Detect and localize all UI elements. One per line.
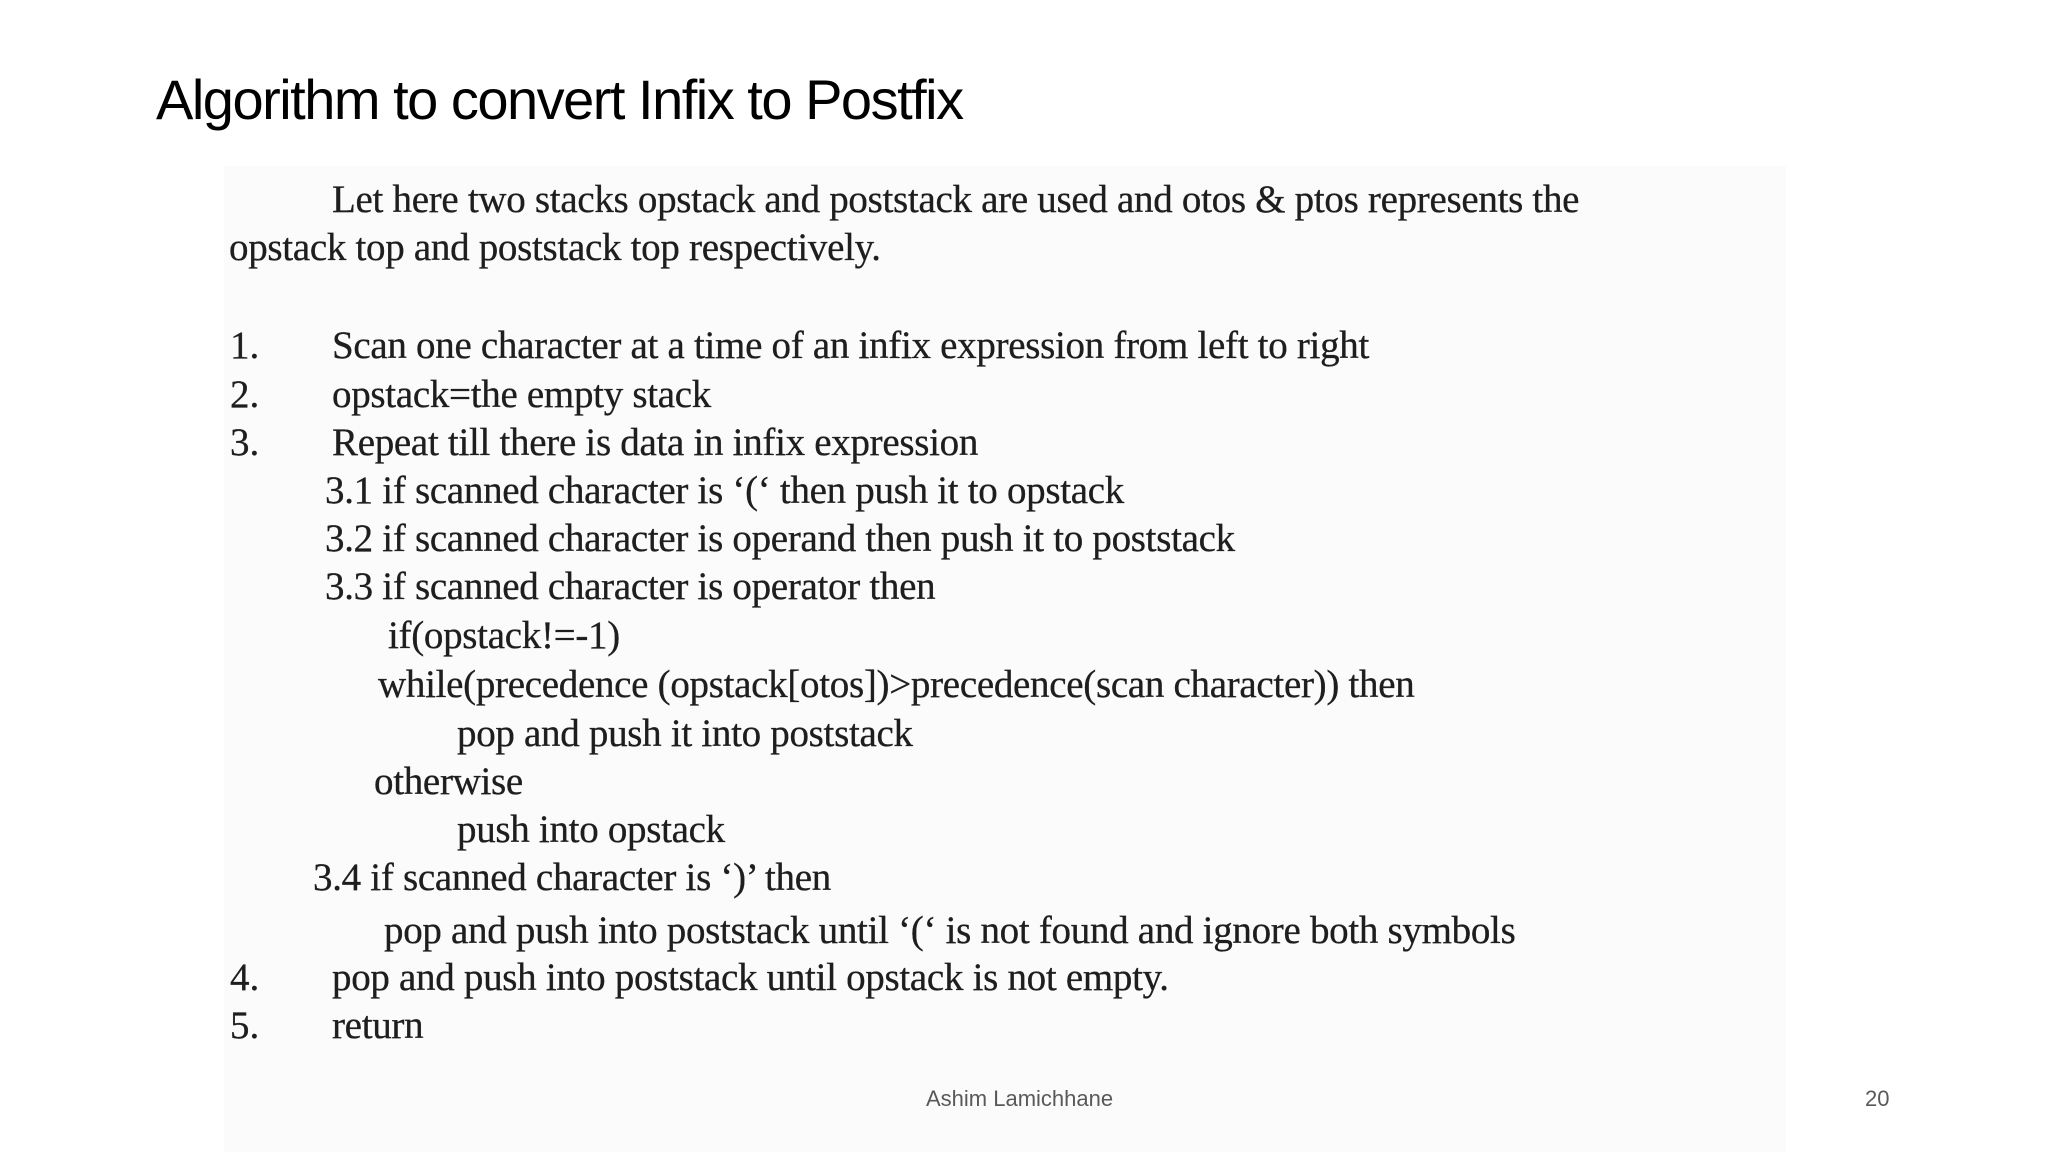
step-5-text: return [332, 1004, 424, 1047]
substep-3-3-push: push into opstack [457, 808, 725, 851]
step-5-number: 5. [230, 1004, 260, 1047]
substep-3-2: 3.2 if scanned character is operand then push it to poststack [325, 517, 1235, 560]
step-4-text: pop and push into poststack until opstack is not empty. [332, 956, 1169, 999]
substep-3-3-pop: pop and push it into poststack [457, 712, 913, 755]
slide-title: Algorithm to convert Infix to Postfix [156, 68, 963, 131]
step-1-text: Scan one character at a time of an infix expression from left to right [332, 324, 1370, 367]
step-4-number: 4. [230, 956, 260, 999]
step-3-text: Repeat till there is data in infix expression [332, 421, 979, 464]
step-1-number: 1. [230, 324, 260, 367]
step-3-number: 3. [230, 421, 260, 464]
substep-3-3-otherwise: otherwise [374, 760, 523, 803]
substep-3-3-if: if(opstack!=-1) [388, 614, 620, 657]
substep-3-3-while: while(precedence (opstack[otos])>precedence(scan character)) then [378, 663, 1415, 706]
step-2-text: opstack=the empty stack [332, 373, 711, 416]
substep-3-3: 3.3 if scanned character is operator then [325, 565, 936, 608]
intro-line-2: opstack top and poststack top respectively. [229, 226, 881, 269]
slide-number: 20 [1865, 1086, 1890, 1111]
intro-line-1: Let here two stacks opstack and poststack are used and otos & ptos represents the [332, 178, 1580, 221]
footer-author: Ashim Lamichhane [926, 1086, 1114, 1111]
substep-3-4: 3.4 if scanned character is ‘)’ then [313, 856, 831, 899]
step-2-number: 2. [230, 373, 260, 416]
substep-3-1: 3.1 if scanned character is ‘(‘ then push it to opstack [325, 469, 1124, 512]
substep-3-4-pop: pop and push into poststack until ‘(‘ is not found and ignore both symbols [384, 909, 1516, 952]
